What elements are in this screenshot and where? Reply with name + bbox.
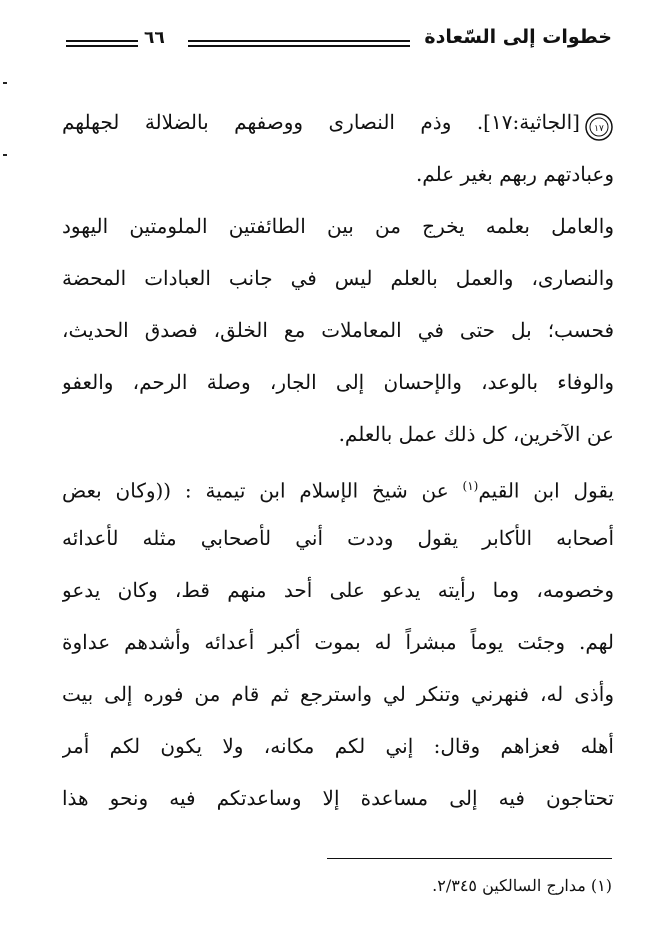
page-number: ٦٦ xyxy=(144,28,165,48)
text-line-2: وعبادتهم ربهم بغير علم. xyxy=(415,162,614,186)
text-line-8-rest: عن شيخ الإسلام ابن تيمية : ((وكان بعض xyxy=(62,478,449,503)
text-line-10: وخصومه، وما رأيته يدعو على أحد منهم قط، وكان يدعو xyxy=(62,578,614,602)
text-line-1 xyxy=(62,96,614,148)
text-line-13: أهله فعزاهم وقال: إني لكم مكانه، ولا يكون لكم أمر xyxy=(62,734,614,758)
header-rule-left-2 xyxy=(66,45,138,47)
header-rule-left xyxy=(66,40,138,42)
text-line-11: لهم. وجئت يوماً مبشراً له بموت أكبر أعدائه وأشدهم عداوة xyxy=(62,630,614,654)
quote-author: يقول ابن القيم xyxy=(478,478,614,503)
footnote-ref: (١) xyxy=(462,479,479,493)
text-line-6: والوفاء بالوعد، والإحسان إلى الجار، وصلة الرحم، والعفو xyxy=(62,370,614,394)
footnote: (١) مدارج السالكين ٢/٣٤٥. xyxy=(432,876,612,895)
main-text xyxy=(62,96,614,824)
text-line-3: والعامل بعلمه يخرج من بين الطائفتين الملومتين اليهود xyxy=(62,214,614,238)
text-line-5: فحسب؛ بل حتى في المعاملات مع الخلق، فصدق الحديث، xyxy=(62,318,614,342)
text-line-8 xyxy=(62,460,614,512)
text-line-9: أصحابه الأكابر يقول وددت أني لأصحابي مثله لأعدائه xyxy=(62,526,614,550)
svg-text:١٧: ١٧ xyxy=(594,123,604,134)
footnote-separator xyxy=(327,858,612,859)
text-line-14: تحتاجون فيه إلى مساعدة إلا وساعدتكم فيه ونحو هذا xyxy=(62,786,614,810)
header-rule-middle-2 xyxy=(188,45,410,47)
text-line-7: عن الآخرين، كل ذلك عمل بالعلم. xyxy=(338,422,614,446)
margin-mark xyxy=(3,82,7,84)
margin-mark xyxy=(3,154,7,156)
text-line-1-body: [الجاثية:١٧]. وذم النصارى ووصفهم بالضلالة لجهلهم xyxy=(62,110,580,134)
running-title: خطوات إلى السّعادة xyxy=(424,26,612,48)
verse-end-ornament-icon xyxy=(584,109,614,139)
header-rule-middle xyxy=(188,40,410,42)
text-line-4: والنصارى، والعمل بالعلم ليس في جانب العبادات المحضة xyxy=(62,266,614,290)
text-line-12: وأذى له، فنهرني وتنكر لي واسترجع ثم قام من فوره إلى بيت xyxy=(62,682,614,706)
